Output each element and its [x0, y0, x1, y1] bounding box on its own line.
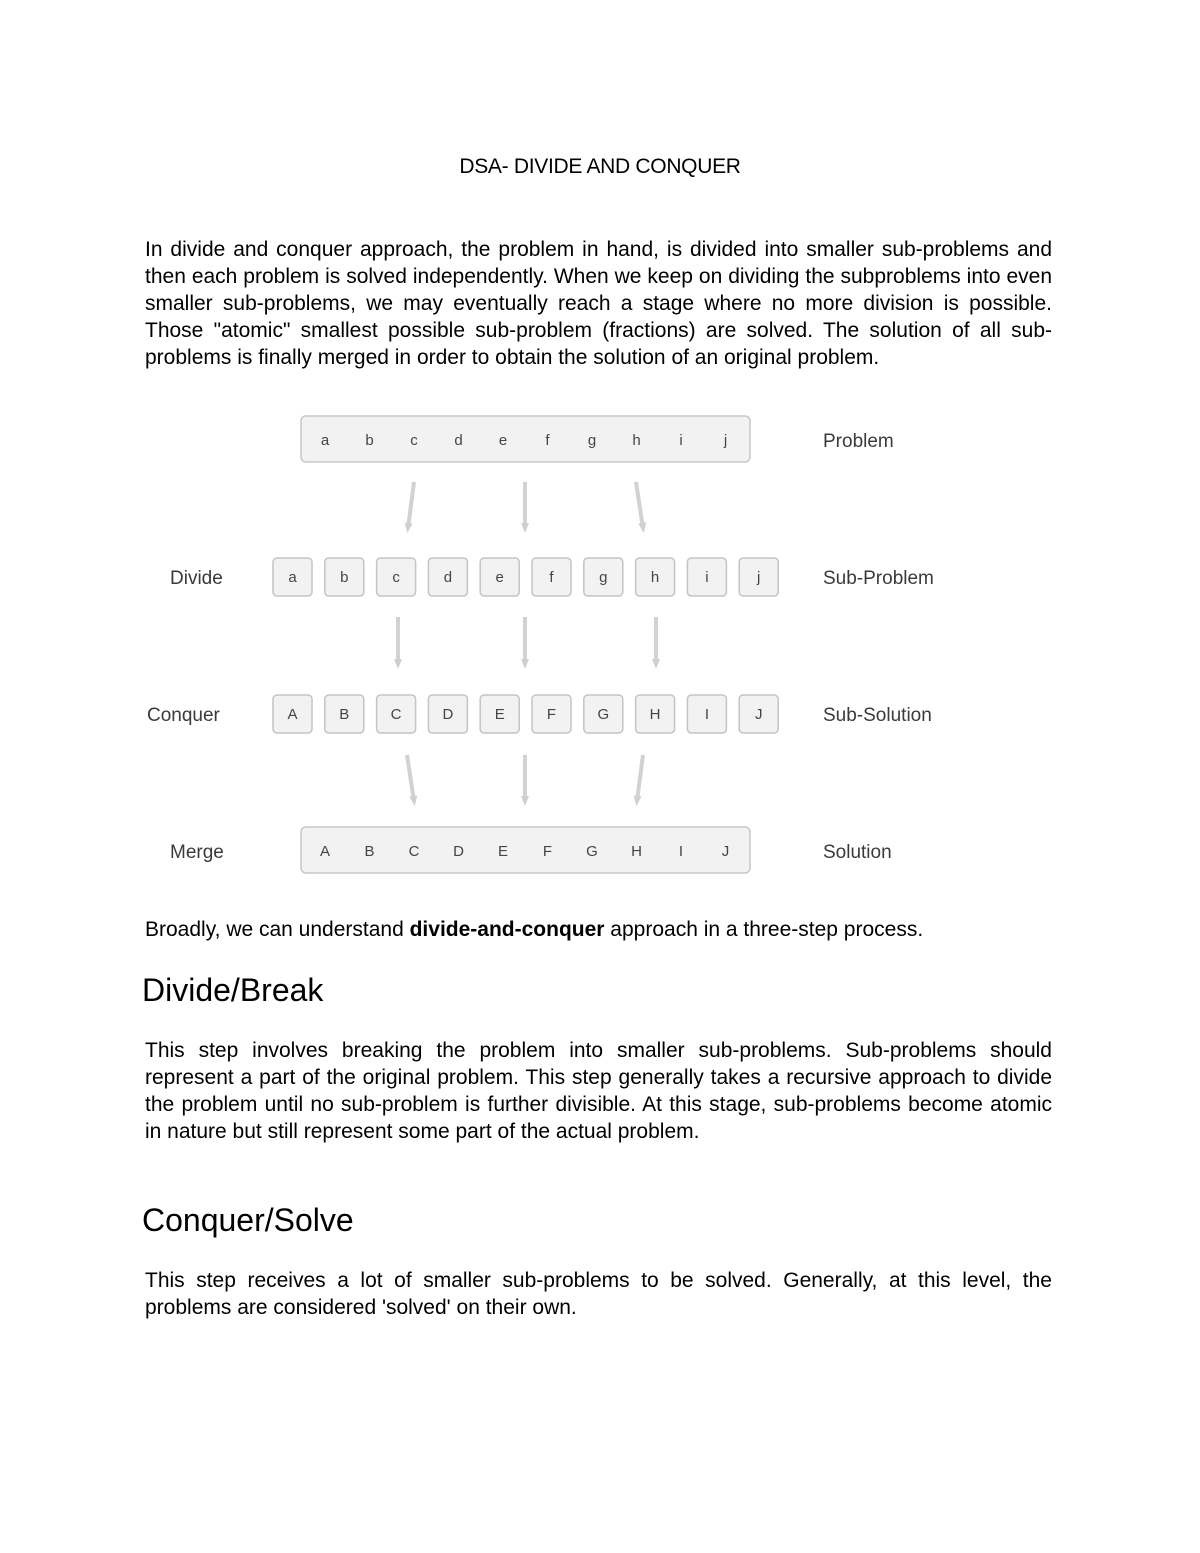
sub-solution-boxes	[273, 695, 778, 733]
label-merge: Merge	[170, 842, 224, 863]
solution-letter: C	[408, 843, 420, 860]
arrow-down	[637, 755, 643, 801]
sub-solution-letter: D	[442, 706, 454, 723]
label-conquer: Conquer	[147, 705, 220, 726]
sub-problem-letter: a	[288, 569, 297, 586]
sub-problem-letter: j	[757, 569, 761, 586]
solution-letter: J	[721, 843, 730, 860]
sub-solution-letter: A	[287, 706, 298, 723]
sub-solution-letter: C	[390, 706, 402, 723]
arrow-down	[407, 755, 414, 801]
label-solution: Solution	[823, 842, 892, 863]
label-sub-solution: Sub-Solution	[823, 705, 932, 726]
problem-letter: a	[320, 432, 330, 449]
problem-letter: c	[410, 432, 418, 449]
problem-letter: e	[498, 432, 508, 449]
solution-letter: E	[497, 843, 509, 860]
solution-letter: G	[586, 843, 598, 860]
heading-conquer-solve: Conquer/Solve	[142, 1202, 354, 1238]
arrow-down	[408, 482, 414, 528]
sub-problem-letter: i	[705, 569, 709, 586]
problem-letter: i	[679, 432, 683, 449]
sub-problem-letter: b	[340, 569, 349, 586]
conquer-arrows	[398, 617, 656, 664]
sub-solution-letter: B	[339, 706, 350, 723]
problem-letter: d	[454, 432, 463, 449]
sub-problem-letter: c	[392, 569, 400, 586]
broadly-text-after: approach in a three-step process.	[604, 918, 924, 941]
broadly-text-bold: divide-and-conquer	[409, 918, 605, 941]
conquer-paragraph: This step receives a lot of smaller sub-problems to be solved. Generally, at this level, the problems are considered 'solved' on their own.	[145, 1269, 1052, 1319]
label-problem: Problem	[823, 431, 894, 452]
sub-problem-letter: d	[443, 569, 453, 586]
sub-solution-letter: F	[546, 706, 557, 723]
solution-letter: D	[453, 843, 464, 860]
sub-problem-letter: f	[549, 569, 554, 586]
intro-paragraph: In divide and conquer approach, the problem in hand, is divided into smaller sub-problems and then each problem is solved independently. When we keep on dividing the subproblems into even smaller sub-problems, we may eventually reach a stage where no more division is possible. Those "atomic" smallest possible sub-problem (fractions) are solved. The solution of all sub-problems is finally merged in order to obtain the solution of an original problem.	[145, 238, 1052, 369]
sub-problem-letter: h	[650, 569, 660, 586]
sub-problem-letter: e	[495, 569, 504, 586]
problem-letter: j	[723, 432, 728, 449]
broadly-paragraph	[145, 916, 1052, 943]
divide-and-conquer-diagram	[0, 405, 1200, 885]
solution-letter: I	[678, 843, 684, 860]
heading-divide-break: Divide/Break	[142, 972, 324, 1008]
label-sub-problem: Sub-Problem	[823, 568, 934, 589]
sub-solution-letter: H	[649, 706, 661, 723]
arrow-down	[636, 482, 643, 528]
document-title: DSA- DIVIDE AND CONQUER	[459, 155, 741, 178]
problem-letter: h	[632, 432, 641, 449]
broadly-text-before: Broadly, we can understand	[145, 918, 410, 941]
problem-letter: b	[365, 432, 374, 449]
label-divide: Divide	[170, 568, 223, 589]
sub-solution-letter: J	[754, 706, 763, 723]
sub-solution-letter: I	[704, 706, 709, 723]
sub-solution-letter: E	[494, 706, 505, 723]
problem-letter: f	[545, 432, 550, 449]
solution-letter: F	[542, 843, 553, 860]
merge-arrows	[407, 755, 643, 801]
sub-problem-letter: g	[599, 569, 608, 586]
solution-letter: H	[631, 843, 642, 860]
divide-arrows	[408, 482, 643, 528]
sub-problem-boxes	[273, 558, 778, 596]
sub-solution-letter: G	[597, 706, 610, 723]
solution-letter: A	[319, 843, 331, 860]
divide-paragraph: This step involves breaking the problem into smaller sub-problems. Sub-problems should represent a part of the original problem. This step generally takes a recursive approach to divide the problem until no sub-problem is further divisible. At this stage, sub-problems become atomic in nature but still represent some part of the actual problem.	[145, 1039, 1052, 1143]
solution-letter: B	[364, 843, 375, 860]
problem-letter: g	[587, 432, 597, 449]
